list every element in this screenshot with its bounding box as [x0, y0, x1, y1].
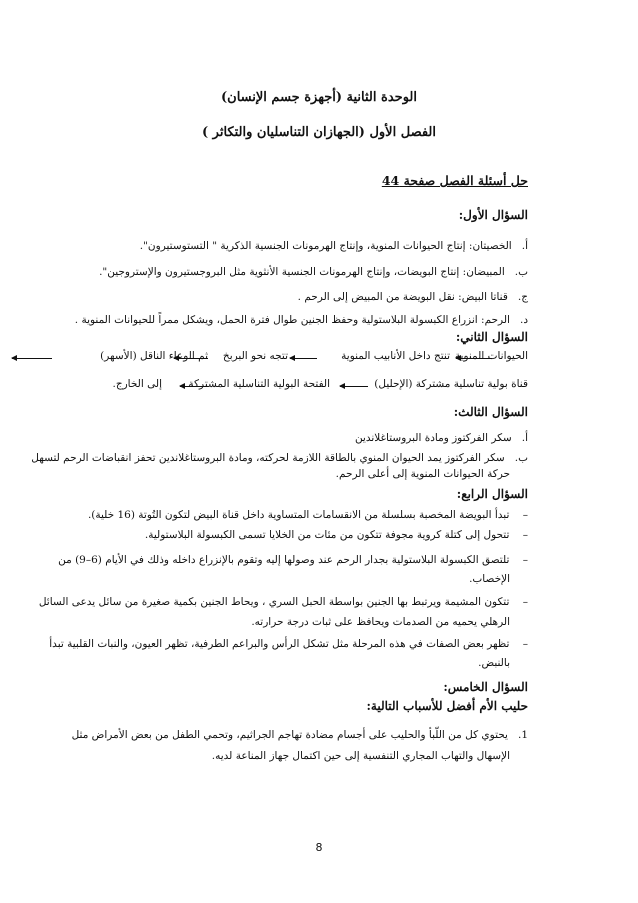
q4-bullet: – — [522, 596, 528, 608]
q1-item-b — [99, 265, 528, 279]
q3-item-b — [31, 451, 528, 465]
flow2-step-3: إلى الخارج. — [112, 378, 162, 390]
q2-heading: السؤال الثاني: — [455, 330, 528, 344]
q3-item-b-line1: سكر الفركتوز يمد الحيوان المنوي بالطاقة اللازمة لحركته، ومادة البروستاغلاندين تحفز انقباضات الرحم لتسهل — [31, 452, 505, 464]
q4-item-5 — [49, 637, 528, 651]
flow1-arrow-1 — [456, 358, 492, 359]
q1-item-c-marker: ج. — [517, 291, 528, 303]
q5-item-1-marker: 1. — [517, 729, 528, 741]
flow1-step-2: تنتج داخل الأنابيب المنوية — [341, 350, 450, 362]
flow2-arrow-1 — [340, 386, 368, 387]
chapter-title: الفصل الأول (الجهازان التناسليان والتكاثر ) — [201, 125, 436, 140]
q4-item-3-text: تلتصق الكبسولة البلاستولية بجدار الرحم عند وصولها إليه وتقوم بالإنزراع داخله وذلك في الأيام (6–9) من — [58, 554, 510, 566]
q4-item-1-text: تبدأ البويضة المخصبة بسلسلة من الانقسامات المتساوية داخل قناة البيض لتكون التُوتة (16 خلية). — [87, 509, 510, 521]
q1-item-a-text: الخصيتان: إنتاج الحيوانات المنوية، وإنتاج الهرمونات الجنسية الذكرية " التستوستيرون". — [139, 240, 512, 252]
q1-item-d-text: الرحم: انزراع الكبسولة البلاستولية وحفظ الجنين طوال فترة الحمل، ويشكل ممراً للحيوانات المنوية . — [74, 314, 510, 326]
q5-subheading: حليب الأم أفضل للأسباب التالية: — [366, 699, 528, 713]
q1-item-d — [75, 313, 528, 327]
q3-item-b-marker: ب. — [514, 452, 528, 464]
q4-item-5-line2: بالنبض. — [478, 657, 510, 669]
flow1-step-1: الحيوانات المنوية — [454, 350, 528, 362]
q3-item-a-text: سكر الفركتوز ومادة البروستاغلاندين — [354, 432, 512, 444]
q1-item-b-marker: ب. — [514, 266, 528, 278]
q4-bullet: – — [522, 638, 528, 650]
flow1-step-3: تتجه نحو البربخ — [222, 350, 288, 362]
q3-item-a-marker: أ. — [521, 432, 528, 444]
flow1-step-4: ثم الوعاء الناقل (الأسهر) — [100, 350, 208, 362]
q4-item-1 — [88, 508, 528, 522]
q4-item-3 — [58, 553, 528, 567]
q5-item-1 — [72, 728, 528, 742]
q4-item-4-line2: الرهلي يحميه من الصدمات ويحافظ على ثبات درجة حرارته. — [251, 616, 510, 628]
q1-item-a — [140, 239, 528, 253]
unit-title: الوحدة الثانية (أجهزة جسم الإنسان) — [221, 90, 417, 105]
q4-item-3-line2: الإخصاب. — [469, 573, 510, 585]
q4-bullet: – — [522, 529, 528, 541]
flow2-step-1: قناة بولية تناسلية مشتركة (الإحليل) — [374, 378, 528, 390]
q1-item-d-marker: د. — [519, 314, 528, 326]
q1-heading: السؤال الأول: — [458, 208, 528, 222]
q4-item-4 — [39, 595, 528, 609]
q4-item-4-text: تتكون المشيمة ويرتبط بها الجنين بواسطة الحبل السري ، ويحاط الجنين بكمية صغيرة من سائل يدعى السائل — [38, 596, 510, 608]
q5-item-1-line1: يحتوي كل من اللّبأ والحليب على أجسام مضادة تهاجم الجراثيم، وتحمي الطفل من بعض الأمراض مثل — [71, 729, 508, 741]
q3-item-b-line2: حركة الحيوانات المنوية إلى أعلى الرحم. — [335, 468, 510, 480]
q4-item-2-text: تتحول إلى كتلة كروية مجوفة تتكون من مئات من الخلايا تسمى الكبسولة البلاستولية. — [144, 529, 510, 541]
q4-heading: السؤال الرابع: — [456, 487, 528, 501]
q1-item-b-text: المبيضان: إنتاج البويضات، وإنتاج الهرمونات الجنسية الأنثوية مثل البروجستيرون والإستروجين". — [99, 266, 505, 278]
q3-item-a — [355, 431, 528, 445]
q4-bullet: – — [522, 509, 528, 521]
q4-bullet: – — [522, 554, 528, 566]
q4-item-2 — [145, 528, 528, 542]
flow1-arrow-4 — [12, 358, 52, 359]
q1-item-c-text: قناتا البيض: نقل البويضة من المبيض إلى الرحم . — [297, 291, 508, 303]
flow2-step-2: الفتحة البولية التناسلية المشتركة — [188, 378, 330, 390]
q1-item-c — [298, 290, 528, 304]
q3-heading: السؤال الثالث: — [453, 405, 528, 419]
q5-heading: السؤال الخامس: — [443, 680, 528, 694]
solution-title: حل أسئلة الفصل صفحة 44 — [381, 173, 528, 188]
q1-item-a-marker: أ. — [521, 240, 528, 252]
page-number: 8 — [315, 841, 323, 854]
flow1-arrow-2 — [290, 358, 317, 359]
flow1-arrow-3 — [174, 358, 208, 359]
q5-item-1-line2: الإسهال والتهاب المجاري التنفسية إلى حين اكتمال جهاز المناعة لديه. — [211, 750, 510, 762]
q4-item-5-text: تظهر بعض الصفات في هذه المرحلة مثل تشكل الرأس والبراعم الطرفية، تظهر العيون، والنبات القلبية تبدأ — [49, 638, 510, 650]
flow2-arrow-2 — [180, 386, 208, 387]
